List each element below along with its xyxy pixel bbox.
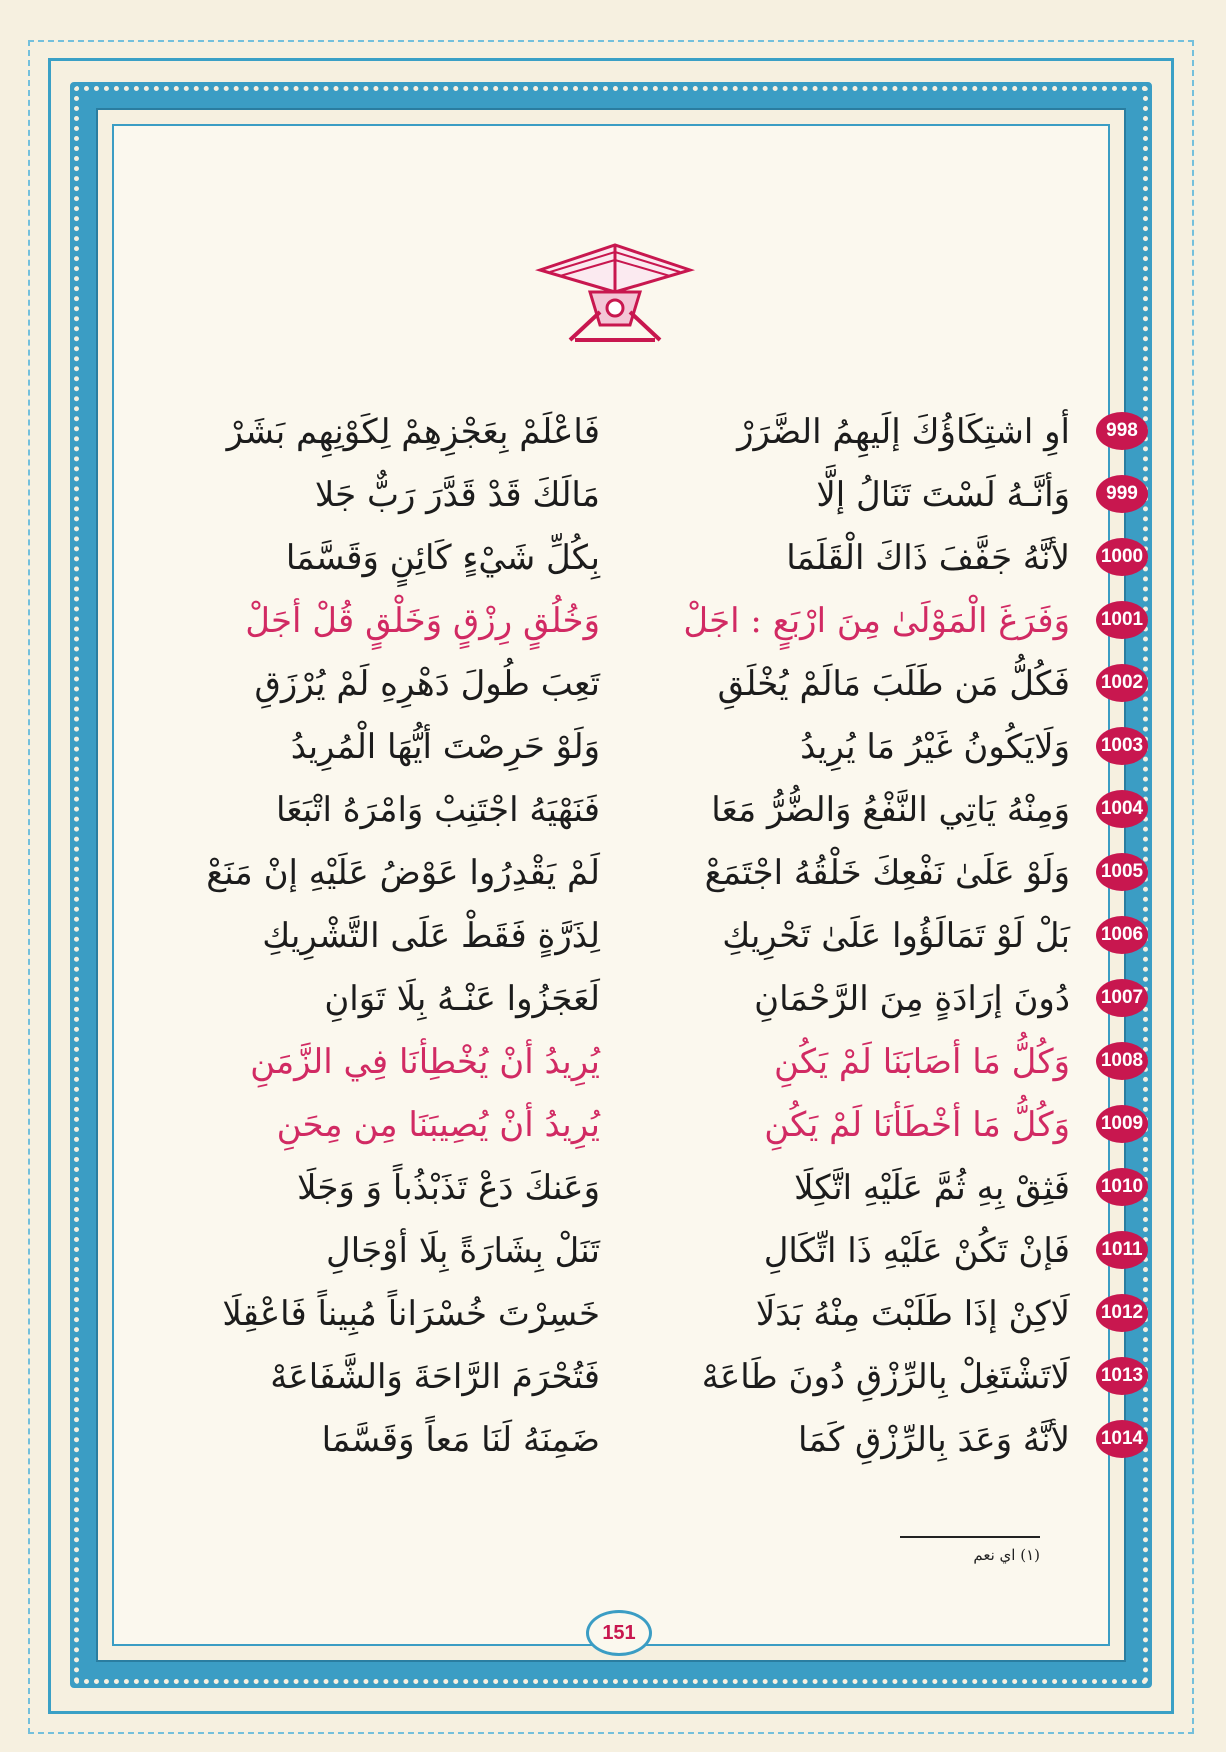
verse-hemistich-2: وَلَوْ حَرِصْتَ أيُّهَا الْمُرِيدُ xyxy=(290,726,600,767)
verse-hemistich-1: لَاكِنْ إذَا طَلَبْتَ مِنْهُ بَدَلَا xyxy=(755,1293,1070,1334)
verse-number: 1000 xyxy=(1096,538,1148,576)
verse-hemistich-2: لَعَجَزُوا عَنْـهُ بِلَا تَوَانِ xyxy=(324,978,600,1019)
verse-hemistich-1: دُونَ إرَادَةٍ مِنَ الرَّحْمَانِ xyxy=(754,978,1070,1019)
verse-hemistich-2: يُرِيدُ أنْ يُخْطِأنَا فِي الزَّمَنِ xyxy=(250,1041,600,1082)
verse-hemistich-2: وَخُلُقٍ رِزْقٍ وَخَلْقٍ قُلْ أجَلْ xyxy=(245,600,600,641)
verse-row xyxy=(170,967,1144,1030)
verse-hemistich-1: وَأنَّـهُ لَسْتَ تَنَالُ إلَّا xyxy=(816,474,1070,515)
verse-number: 1008 xyxy=(1096,1042,1148,1080)
verse-row xyxy=(170,1408,1144,1471)
verse-number: 998 xyxy=(1096,412,1148,450)
verse-hemistich-1: أوِ اشتِكَاؤُكَ إلَيهِمُ الضَّرَرْ xyxy=(737,411,1070,452)
verse-row xyxy=(170,526,1144,589)
verse-row-highlighted xyxy=(170,589,1144,652)
verse-number: 1003 xyxy=(1096,727,1148,765)
verse-number: 1007 xyxy=(1096,979,1148,1017)
verse-hemistich-2: مَالَكَ قَدْ قَدَّرَ رَبٌّ جَلا xyxy=(314,474,600,515)
verse-hemistich-2: ضَمِنَهُ لَنَا مَعاً وَقَسَّمَا xyxy=(321,1419,600,1460)
verse-hemistich-1: وَفَرَغَ الْمَوْلَىٰ مِنَ ارْبَعٍ : اجَلْ xyxy=(683,600,1070,641)
verse-hemistich-1: وَلَوْ عَلَىٰ نَفْعِكَ خَلْقُهُ اجْتَمَعْ xyxy=(704,852,1070,893)
page-number: 151 xyxy=(586,1610,652,1656)
verse-row xyxy=(170,1282,1144,1345)
verse-number: 1005 xyxy=(1096,853,1148,891)
verse-row xyxy=(170,463,1138,526)
quran-stand-icon xyxy=(530,230,700,350)
verse-number: 1010 xyxy=(1096,1168,1148,1206)
verse-number: 1009 xyxy=(1096,1105,1148,1143)
verse-row xyxy=(170,1345,1144,1408)
verse-hemistich-1: فَإنْ تَكُنْ عَلَيْهِ ذَا اتِّكَالِ xyxy=(763,1230,1070,1271)
verse-row xyxy=(170,652,1144,715)
verse-hemistich-1: وَكُلُّ مَا أصَابَنَا لَمْ يَكُنِ xyxy=(773,1041,1070,1082)
verse-hemistich-1: لأنَّهُ جَفَّفَ ذَاكَ الْقَلَمَا xyxy=(786,537,1070,578)
verse-row xyxy=(170,715,1144,778)
verse-hemistich-1: لَاتَشْتَغِلْ بِالرِّزْقِ دُونَ طَاعَهْ xyxy=(701,1356,1070,1397)
verse-row xyxy=(170,778,1144,841)
footnote-divider xyxy=(900,1536,1040,1538)
verse-number: 1002 xyxy=(1096,664,1148,702)
verses-list xyxy=(170,400,1144,1471)
verse-number: 1013 xyxy=(1096,1357,1148,1395)
verse-number: 1006 xyxy=(1096,916,1148,954)
verse-number: 1004 xyxy=(1096,790,1148,828)
verse-hemistich-2: تَعِبَ طُولَ دَهْرِهِ لَمْ يُرْزَقِ xyxy=(254,663,600,704)
verse-hemistich-2: لَمْ يَقْدِرُوا عَوْضُ عَلَيْهِ إنْ مَنَعْ xyxy=(206,852,600,893)
verse-hemistich-2: فَاعْلَمْ بِعَجْزِهِمْ لِكَوْنِهِم بَشَرْ xyxy=(226,411,600,452)
verse-hemistich-1: فَكُلُّ مَن طَلَبَ مَالَمْ يُخْلَقِ xyxy=(717,663,1070,704)
verse-hemistich-1: بَلْ لَوْ تَمَالَؤُوا عَلَىٰ تَحْرِيكِ xyxy=(722,915,1070,956)
verse-hemistich-1: وَكُلُّ مَا أخْطَأنَا لَمْ يَكُنِ xyxy=(764,1104,1070,1145)
verse-hemistich-1: فَثِقْ بِهِ ثُمَّ عَلَيْهِ اتَّكِلَا xyxy=(794,1167,1070,1208)
verse-row xyxy=(170,400,1138,463)
verse-row xyxy=(170,904,1144,967)
verse-hemistich-2: فَتُحْرَمَ الرَّاحَةَ وَالشَّفَاعَهْ xyxy=(270,1356,600,1397)
verse-row-highlighted xyxy=(170,1030,1144,1093)
verse-hemistich-2: بِكُلِّ شَيْءٍ كَائِنٍ وَقَسَّمَا xyxy=(285,537,600,578)
verse-number: 1014 xyxy=(1096,1420,1148,1458)
verse-hemistich-1: وَلَايَكُونُ غَيْرُ مَا يُرِيدُ xyxy=(800,726,1070,767)
verse-row xyxy=(170,1219,1143,1282)
verse-hemistich-1: لأنَّهُ وَعَدَ بِالرِّزْقِ كَمَا xyxy=(798,1419,1070,1460)
footnote: (١) اي نعم xyxy=(973,1546,1040,1564)
verse-hemistich-2: خَسِرْتَ خُسْرَاناً مُبِيناً فَاعْقِلَا xyxy=(222,1293,600,1334)
verse-number: 1012 xyxy=(1096,1294,1148,1332)
verse-number: 1001 xyxy=(1096,601,1148,639)
verse-number: 1011 xyxy=(1096,1231,1148,1269)
verse-row-highlighted xyxy=(170,1093,1144,1156)
verse-hemistich-2: وَعَنكَ دَعْ تَذَبْذُباً وَ وَجَلَا xyxy=(297,1167,600,1208)
verse-hemistich-2: تَنَلْ بِشَارَةً بِلَا أوْجَالِ xyxy=(326,1230,600,1271)
verse-row xyxy=(170,1156,1144,1219)
verse-number: 999 xyxy=(1096,475,1148,513)
verse-row xyxy=(170,841,1144,904)
verse-hemistich-2: فَنَهْيَهُ اجْتَنِبْ وَامْرَهُ اتْبَعَا xyxy=(275,789,600,830)
verse-hemistich-2: لِذَرَّةٍ فَقَطْ عَلَى التَّشْرِيكِ xyxy=(262,915,600,956)
verse-hemistich-1: وَمِنْهُ يَاتِي النَّفْعُ وَالضُّرُّ مَعَا xyxy=(711,789,1070,830)
verse-hemistich-2: يُرِيدُ أنْ يُصِيبَنَا مِن مِحَنِ xyxy=(276,1104,600,1145)
